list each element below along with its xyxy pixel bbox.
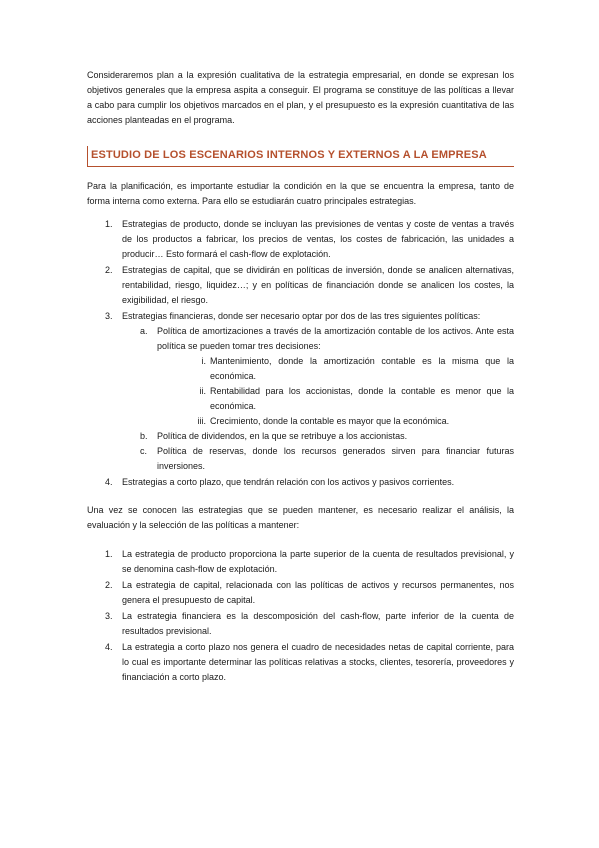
list-number: 3. — [105, 611, 113, 621]
list-roman: iii. — [197, 416, 206, 426]
list-letter: a. — [140, 326, 148, 336]
list-number: 1. — [105, 219, 113, 229]
sub-list-item — [122, 429, 514, 444]
section-heading: ESTUDIO DE LOS ESCENARIOS INTERNOS Y EXTERNOS A LA EMPRESA — [91, 149, 487, 161]
list-item — [87, 309, 514, 474]
decision-item — [122, 354, 514, 384]
document-page — [87, 68, 514, 686]
decision-text: Crecimiento, donde la contable es mayor que la económica. — [210, 416, 450, 426]
decision-item — [122, 384, 514, 414]
amortization-decisions-list — [122, 354, 514, 429]
list-number: 3. — [105, 311, 113, 321]
list-item — [87, 263, 514, 308]
list-item — [87, 578, 514, 608]
planning-paragraph: Para la planificación, es importante estudiar la condición en la que se encuentra la empresa, tanto de forma interna como externa. Para ello se estudiarán cuatro principales estrategias. — [87, 181, 514, 206]
list-item — [87, 217, 514, 262]
financial-policies-list — [122, 324, 514, 474]
sub-list-item-text: Política de amortizaciones a través de la amortización contable de los activos. Ante esta política se pueden tomar tres decisiones: — [157, 326, 514, 351]
list-item-text: La estrategia de producto proporciona la parte superior de la cuenta de resultados previsional, y se denomina cash-flow de explotación. — [122, 549, 514, 574]
list-item-text: La estrategia financiera es la descomposición del cash-flow, parte inferior de la cuenta de resultados previsional. — [122, 611, 514, 636]
analysis-list — [87, 547, 514, 685]
list-number: 4. — [105, 642, 113, 652]
list-item-text: La estrategia de capital, relacionada con las políticas de activos y recursos permanentes, nos genera el presupuesto de capital. — [122, 580, 514, 605]
list-letter: b. — [140, 431, 148, 441]
list-item — [87, 547, 514, 577]
list-letter: c. — [140, 446, 148, 456]
list-item-text: Estrategias de producto, donde se incluyan las previsiones de ventas y coste de ventas a través de los productos a fabricar, los precios de ventas, los costes de fabricación, las unidades a producir… Esto formará el cash-flow de explotación. — [122, 219, 514, 259]
decision-text: Mantenimiento, donde la amortización contable es la misma que la económica. — [210, 356, 514, 381]
sub-list-item-text: Política de reservas, donde los recursos generados sirven para financiar futuras inversiones. — [157, 446, 514, 471]
sub-list-item — [122, 324, 514, 429]
sub-list-item-text: Política de dividendos, en la que se retribuye a los accionistas. — [157, 431, 408, 441]
list-number: 4. — [105, 477, 113, 487]
list-roman: ii. — [199, 386, 206, 396]
list-item — [87, 475, 514, 490]
list-number: 1. — [105, 549, 113, 559]
strategies-list — [87, 217, 514, 490]
list-item-text: Estrategias financieras, donde ser necesario optar por dos de las tres siguientes políticas: — [122, 311, 481, 321]
decision-item — [122, 414, 514, 429]
list-item-text: La estrategia a corto plazo nos genera el cuadro de necesidades netas de capital corriente, para lo cual es importante determinar las políticas relativas a stocks, clientes, tesorería, proveedores y financiación a corto plazo. — [122, 642, 514, 682]
list-roman: i. — [201, 356, 206, 366]
section-heading-box — [87, 146, 514, 167]
list-number: 2. — [105, 580, 113, 590]
intro-paragraph: Consideraremos plan a la expresión cualitativa de la estrategia empresarial, en donde se expresan los objetivos generales que la empresa aspita a conseguir. El programa se constituye de las políticas a llevar a cabo para cumplir los objetivos marcados en el plan, y el presupuesto es la expresión cuantitativa de las acciones planteadas en el programa. — [87, 70, 514, 125]
list-number: 2. — [105, 265, 113, 275]
decision-text: Rentabilidad para los accionistas, donde la contable es menor que la económica. — [210, 386, 514, 411]
analysis-paragraph: Una vez se conocen las estrategias que se pueden mantener, es necesario realizar el análisis, la evaluación y la selección de las políticas a mantener: — [87, 505, 514, 530]
list-item — [87, 640, 514, 685]
sub-list-item — [122, 444, 514, 474]
list-item-text: Estrategias de capital, que se dividirán en políticas de inversión, donde se analicen alternativas, rentabilidad, riesgo, liquidez…; y en políticas de financiación donde se analicen los costes, la exigibilidad, el riesgo. — [122, 265, 514, 305]
list-item-text: Estrategias a corto plazo, que tendrán relación con los activos y pasivos corrientes. — [122, 477, 455, 487]
list-item — [87, 609, 514, 639]
